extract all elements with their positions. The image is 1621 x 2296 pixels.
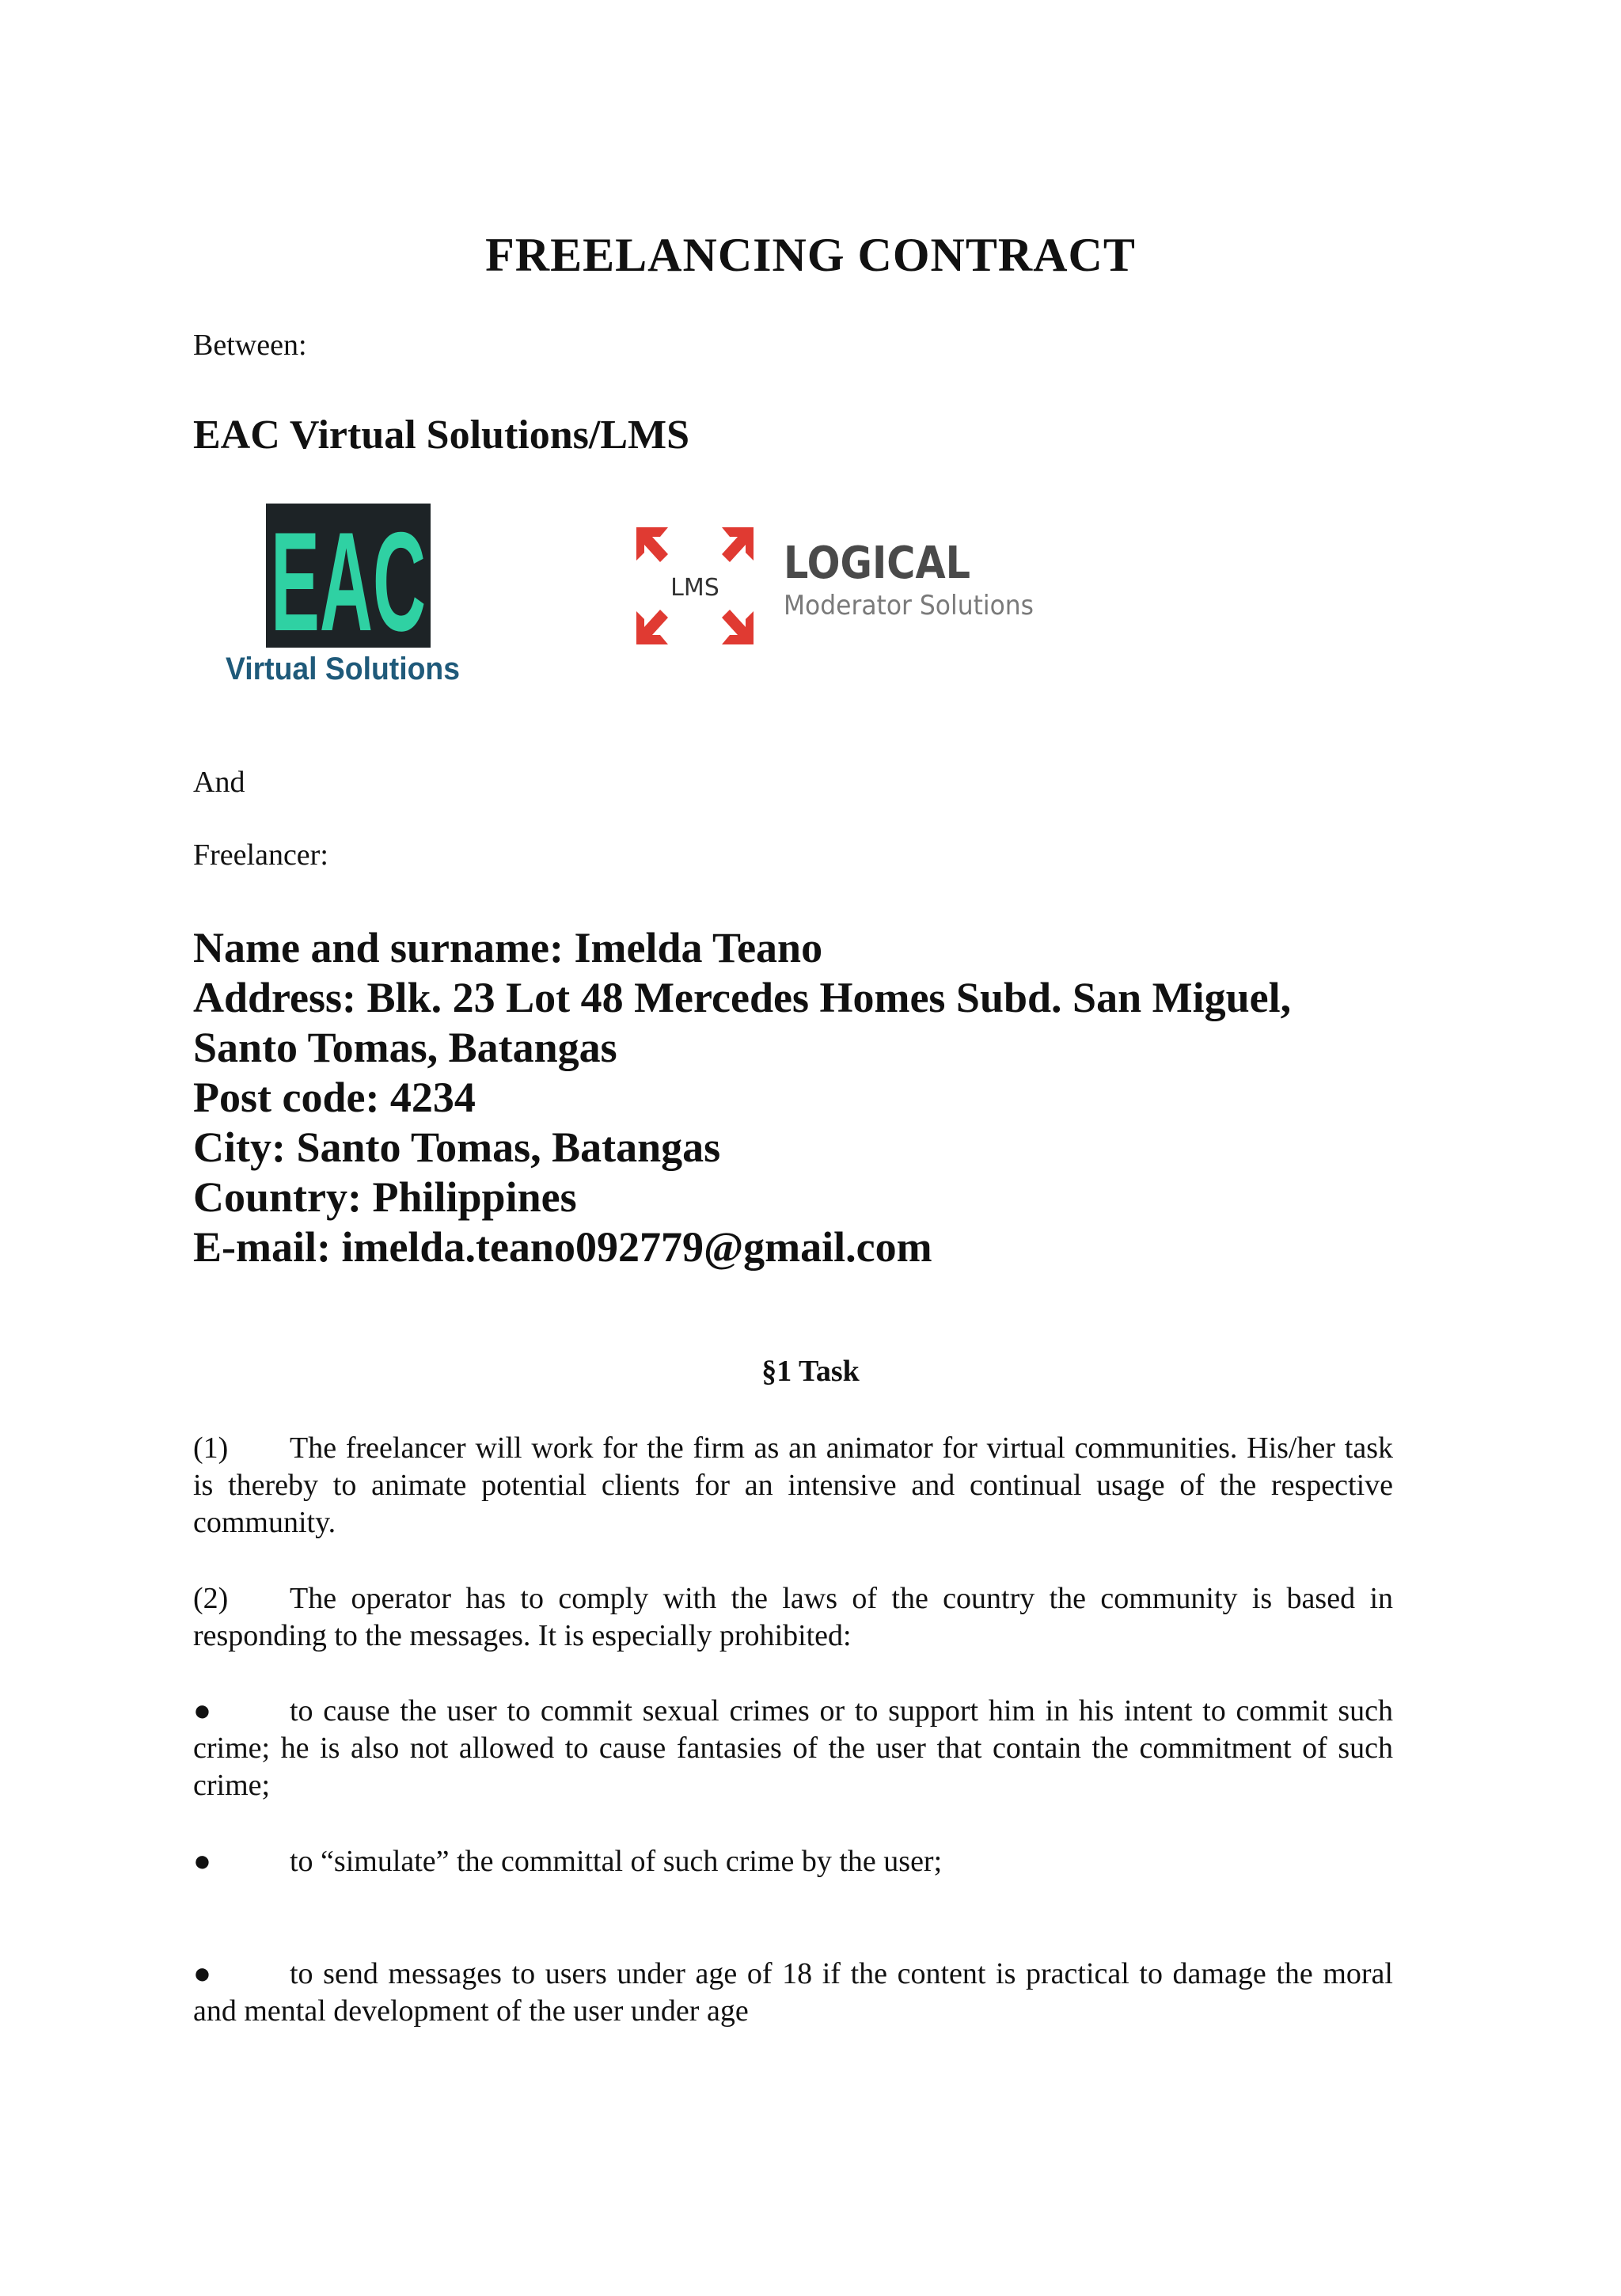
paragraph-1-number: (1) [193, 1431, 229, 1465]
logical-moderator-solutions-logo [633, 526, 1045, 660]
section-heading-task: §1 Task [761, 1355, 860, 1388]
svg-text:LMS: LMS [670, 574, 719, 602]
freelancer-address-line-1: Address: Blk. 23 Lot 48 Mercedes Homes Subd. San Miguel, [193, 974, 1292, 1021]
freelancer-address-line-2: Santo Tomas, Batangas [193, 1024, 617, 1071]
freelancer-country: Country: Philippines [193, 1173, 577, 1221]
svg-text:EAC: EAC [271, 503, 426, 660]
bullet-item-2-text: to “simulate” the committal of such crime by the user; [290, 1845, 943, 1878]
and-label: And [193, 766, 245, 799]
bullet-item-3-text: to send messages to users under age of 18 if the content is practical to damage the moral and mental development of the user under age [193, 1957, 1393, 2028]
document-title: FREELANCING CONTRACT [485, 229, 1136, 281]
bullet-icon: ● [193, 1694, 211, 1728]
freelancer-label: Freelancer: [193, 838, 328, 872]
freelancer-details [193, 923, 1460, 1272]
paragraph-1-text: The freelancer will work for the firm as an animator for virtual communities. His/her task is thereby to animate potential clients for an intensive and continual usage of the respective community. [193, 1431, 1393, 1539]
freelancer-city: City: Santo Tomas, Batangas [193, 1123, 721, 1171]
eac-virtual-solutions-logo [220, 504, 465, 686]
freelancer-email: E-mail: imelda.teano092779@gmail.com [193, 1223, 932, 1271]
between-label: Between: [193, 329, 307, 362]
bullet-item-1-text: to cause the user to commit sexual crimes or to support him in his intent to commit such crime; he is also not allowed to cause fantasies of the user that contain the commitment of such crime; [193, 1694, 1393, 1802]
freelancer-name: Name and surname: Imelda Teano [193, 924, 823, 971]
bullet-icon: ● [193, 1845, 211, 1878]
svg-text:LOGICAL: LOGICAL [784, 538, 970, 589]
bullet-item-2 [193, 1843, 1393, 1880]
paragraph-2 [193, 1580, 1393, 1655]
paragraph-2-number: (2) [193, 1582, 229, 1615]
company-name: EAC Virtual Solutions/LMS [193, 412, 690, 458]
paragraph-2-text: The operator has to comply with the laws of the country the community is based in responding to the messages. It is especially prohibited: [193, 1582, 1393, 1652]
bullet-item-3 [193, 1956, 1393, 2030]
bullet-icon: ● [193, 1957, 211, 1990]
bullet-item-1 [193, 1693, 1393, 1804]
freelancer-postcode: Post code: 4234 [193, 1074, 476, 1121]
paragraph-1 [193, 1430, 1393, 1541]
svg-text:Virtual Solutions: Virtual Solutions [226, 652, 460, 686]
svg-text:Moderator Solutions: Moderator Solutions [784, 590, 1034, 622]
